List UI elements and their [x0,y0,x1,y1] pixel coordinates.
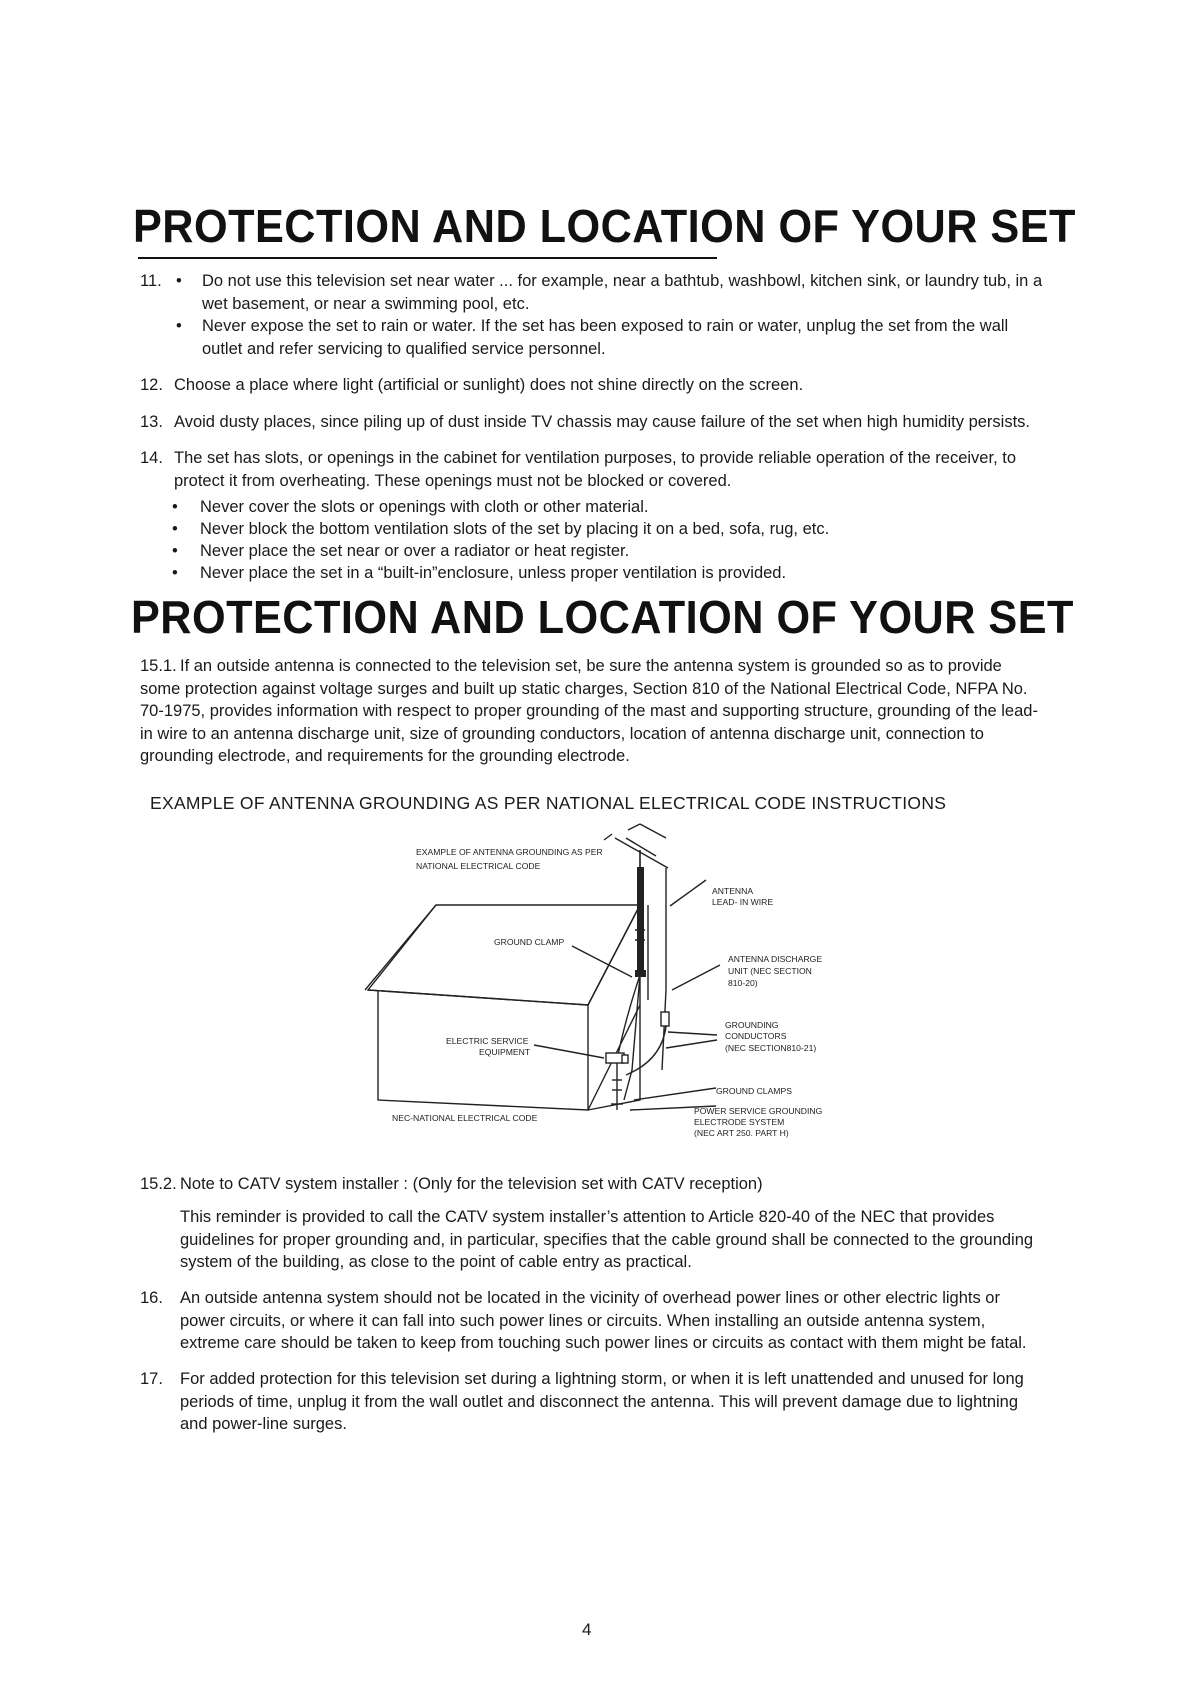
item-number: 14. [140,449,163,467]
mast-pole [637,867,644,975]
label-ground-clamps: GROUND CLAMPS [716,1086,792,1096]
diagram-title-line2: NATIONAL ELECTRICAL CODE [416,861,541,871]
item-text: Avoid dusty places, since piling up of dust inside TV chassis may cause failure of the set when high humidity persists. [174,413,1031,431]
item-number: 17. [140,1370,163,1388]
item-text: An outside antenna system should not be located in the vicinity of overhead power lines or other electric lights or power circuits, or where it can fall into such power lines or circuits. When installing an outside antenna system, extreme care should be taken to keep from touching such power lines or circuits as contact with them might be fatal. [180,1289,1027,1352]
label-power-line3: (NEC ART 250. PART H) [694,1128,789,1138]
bullet-text: Never place the set near or over a radiator or heat register. [200,542,630,560]
item-text: Never expose the set to rain or water. If the set has been exposed to rain or water, unplug the set from the wall outlet and refer servicing to qualified service personnel. [202,317,1009,358]
label-lead-in-wire: LEAD- IN WIRE [712,897,774,907]
label-discharge-line2: UNIT (NEC SECTION [728,966,812,976]
bullet-icon: • [172,564,178,582]
diagram-title-line1: EXAMPLE OF ANTENNA GROUNDING AS PER [416,847,603,857]
item-text: Do not use this television set near water ... for example, near a bathtub, washbowl, kitchen sink, or laundry tub, in a wet basement, or near a swimming pool, etc. [202,272,1043,313]
discharge-unit [661,1012,669,1026]
label-power-line1: POWER SERVICE GROUNDING [694,1106,823,1116]
item-number: 15.2. [140,1175,177,1193]
label-grounding-line2: CONDUCTORS [725,1031,787,1041]
antenna-element [615,838,668,868]
item-text: This reminder is provided to call the CATV system installer’s attention to Article 820-40 of the NEC that provides guidelines for proper grounding and, in particular, specifies that the cable ground shall be connected to the grounding system of the building, as close to the point of cable entry as practical. [180,1208,1034,1271]
item-number: 12. [140,376,163,394]
item-number: 16. [140,1289,163,1307]
label-power-line2: ELECTRODE SYSTEM [694,1117,785,1127]
bullet-text: Never cover the slots or openings with cloth or other material. [200,498,649,516]
label-ground-clamp: GROUND CLAMP [494,937,565,947]
item-text: The set has slots, or openings in the cabinet for ventilation purposes, to provide reliable operation of the receiver, to protect it from overheating. These openings must not be blocked or covered. [174,449,1016,490]
bullet-text: Never block the bottom ventilation slots of the set by placing it on a bed, sofa, rug, etc. [200,520,830,538]
bullet-icon: • [176,272,182,290]
label-discharge-line3: 810-20) [728,978,758,988]
label-grounding-line3: (NEC SECTION810-21) [725,1043,817,1053]
diagram-caption: EXAMPLE OF ANTENNA GROUNDING AS PER NATIONAL ELECTRICAL CODE INSTRUCTIONS [150,793,947,813]
bullet-icon: • [172,498,178,516]
item-text-inner: If an outside antenna is connected to the television set, be sure the antenna system is grounded so as to provide some protection against voltage surges and built up static charges, Section 810 of the National Electrical Code, NFPA No. 70-1975, provides information with respect to proper grounding of the mast and supporting structure, grounding of the lead-in wire to an antenna discharge unit, size of grounding conductors, location of antenna discharge unit, connection to grounding electrode, and requirements for the grounding electrode. [140,657,1038,765]
electric-service-box [606,1053,624,1063]
label-electric-line1: ELECTRIC SERVICE [446,1036,529,1046]
house-roof [368,905,640,1005]
bullet-icon: • [172,542,178,560]
label-grounding-line1: GROUNDING [725,1020,779,1030]
label-antenna: ANTENNA [712,886,754,896]
label-electric-line2: EQUIPMENT [479,1047,531,1057]
item-number: 11. [140,272,162,290]
item-number: 15.1. [140,657,177,675]
section-title: PROTECTION AND LOCATION OF YOUR SET [133,200,1076,252]
item-text: For added protection for this television set during a lightning storm, or when it is left unattended and unused for long periods of time, unplug it from the wall outlet and disconnect the antenna. This will prevent damage due to lightning and power-line surges. [180,1370,1024,1433]
label-nec: NEC-NATIONAL ELECTRICAL CODE [392,1113,538,1123]
section-title: PROTECTION AND LOCATION OF YOUR SET [131,591,1074,643]
item-heading: Note to CATV system installer : (Only for the television set with CATV reception) [180,1175,763,1193]
bullet-text: Never place the set in a “built-in”enclosure, unless proper ventilation is provided. [200,564,787,582]
item-text: Choose a place where light (artificial or sunlight) does not shine directly on the screen. [174,376,804,394]
bullet-icon: • [172,520,178,538]
bullet-icon: • [176,317,182,335]
item-number: 13. [140,413,163,431]
page-number: 4 [582,1620,592,1639]
label-discharge-line1: ANTENNA DISCHARGE [728,954,823,964]
